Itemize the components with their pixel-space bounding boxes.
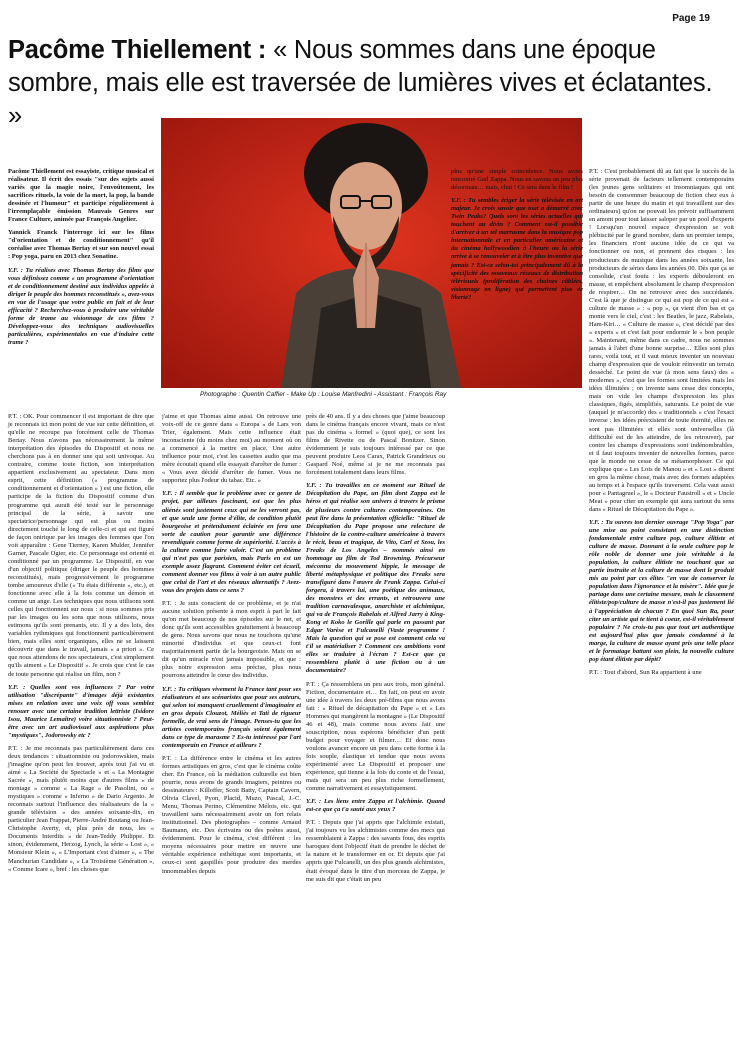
text-column-1 bbox=[8, 413, 154, 879]
question: Y.F. : Tu ouvres ton dernier ouvrage "Pop Yoga" par une mise au point consistant en une distinction fondamentale entre culture pop, culture élitiste et culture de masse. Donnant à la seule culture pop le rôle noble de donner une joie véritable à la population, la culture élitiste ne touchant que sa partie instruite et la culture de masse dont le produit mis au point par ces élites "en vue de conserver la population dans l'ignorance et la misère". Idée que je partage dans une certaine mesure, mais le classement élitiste/pop/culture de masse n'est-il pas justement lié à l'appréciation de chacun ? En quoi Sun Ra, pour citer un artiste qui te tient à coeur, est-il véritablement populaire ? Ne crois-tu pas que tout art authentique est aujourd'hui plus que jamais condamné à la marge, la culture de masse ayant pris une telle place et le formatage battant son plein, la nouvelle culture pop étant élitiste par dépit? bbox=[589, 519, 734, 663]
text-column-3 bbox=[306, 413, 445, 889]
answer: P.T. : Je suis conscient de ce problème, et je n'ai aucune solution présente à mon esprit à part le fait qu'on met beaucoup de nos épisodes sur le net, et donc qu'ils sont accessibles gratuitement à beaucoup de gens. Nous savons que nous ne touchons qu'une minorité d'individus et que ceux-ci font majoritairement partie de la bourgeoisie. Mais on se dit qu'un miracle n'est jamais impossible, et que : plus notre expression sera précise, plus nous pourrons atteindre le cœur des individus. bbox=[162, 600, 301, 680]
answer: P.T. : La différence entre le cinéma et les autres formes artistiques en gros, c'est que le cinéma coûte cher. En France, où la médiation culturelle est bien pourrie, nous avons de grands imagiers, peintres ou dessinateurs : Killoffer, Scott Batty, Captain Cavern, Olivia Clavel, Pyon, Placid, Muzo, Pascal, J.-C. Menu, Thomas Perino, Clémentine Mélois, etc. qui travaillent sans nécessairement avoir un fort relais institutionnel. Des photographes – comme Arnaud Baumann, etc. Des écrivains ou des poètes aussi, évidemment. Pour le cinéma, c'est différent : les moyens nécessaires pour mettre en œuvre une véritable expérience esthétique sont importants, et ceux-ci sont gaspillés pour produire des merdes innommables depuis bbox=[162, 754, 301, 875]
question: Y.F. : Il semble que le problème avec ce genre de projet, par ailleurs fascinant, est que les plus aliénés sont justement ceux qui ne les verront pas, et que seule une forme d'élite, de condition plutôt bourgeoise et prétendument éclairée en fera une sorte de caution pour garantir une différence revendiquée comme forme de supériorité. L'accès à la culture comme faire valoir. C'est un problème qui n'est pas que parisien, mais Paris en est un exemple assez flagrant. Comment éviter cet écueil, comment donner vos films à voir à un autre public que celui de l'art et des réseaux alternatifs ? Avez-vous des projets dans ce sens ? bbox=[162, 490, 301, 594]
answer: P.T. : Depuis que j'ai appris que l'alchimie existait, j'ai toujours vu les alchimistes comme des mecs qui ressemblaient à Zappa : des savants fous, des esprits baroques dont l'objectif était de prendre le déchet de la nature et le transformer en or. Et depuis que j'ai appris que Fulcanelli, un des plus grands alchimistes, était évoqué dans le titre d'un morceau de Zappa, je me suis dit que c'était un peu bbox=[306, 819, 445, 883]
answer: P.T. : C'est probablement dû au fait que le succès de la série provenait de facteurs tellement contemporains (les jeunes gens solitaires et insomniaques qui ont besoin de consommer beaucoup de fiction chez eux à partir de une heure du matin et qui travaillent sur des ordinateurs) qu'on ne pouvait les prévoir suffisamment en amont pour tout laisser saloper par un pool d'experts ! Lorsqu'un nouvel espace d'expression se voit plébiscité par le grand nombre, dans un premier temps, les financiers n'ont aucune idée de ce qui va fonctionner ou non, et prennent des risques : les producteurs de musique dans les années soixante, les producteurs de séries dans les années 00. Dès que ça se consolide, c'est foutu : les experts débouleront en masse, et empêchent absolument le champ d'expression de respirer… On ne retrouve avec des succédanés. C'est là que je distingue ce qui est pop de ce qui est « culture de masse » : « pop », ça vient d'en bas et ça monte vers le ciel, c'est : les Beatles, le jazz, Rabelais, Ham-Kiri… « Culture de masse », c'est décidé par des « experts » et c'est fait pour endormir le « bon peuple ». Maintenant, même dans ce cadre, nous ne sommes jamais à l'abri d'une bonne surprise… Elles sont plus rares, voilà tout, et il vaut mieux inventer un nouveau champ d'expression que de vouloir réinvestir un terrain dessèché. Le point de vue (à mon sens faux) des « modernes », c'est que les formes sont limitées mais les idées illimitées ; on invente sans cesse des concepts, mais on vide les champs d'expression les plus classiques, figés, simplifiés, saturants. Le point de vue (auquel je m'accorde) des « traditionnels » c'est l'exact inverse : les idées préexistent de toute éternité, elles ne sont pas illimitées et elles sont universelles (là difficulté est de les atteindre, de les retrouver), par contre les champs d'expressions sont indénombrables, et il faut toujours inventer de nouvelles formes, parce que le monde ne cesse de se métamorphoser. Ce qui explique que « Les Lois de Manou » et « Lost » disent en gros la même chose, mais avec des formes adaptées au temps et à l'espace qu'ils traversent. Cela vaut aussi pour « Pantagruel », le « Docteur Faustroll » et « Uncle Meat » pour citer un exemple qui aura surtout du sens dans « Rituel de Décapitation du Pape ». bbox=[589, 168, 734, 513]
question: Y.F. : Tu sembles ériger la série télévisée en art majeur. Je crois savoir que tout a démarré avec Twin Peaks? Quels sont les séries actuelles qui touchent au divin ? Comment est-il possible d'arriver à un tel marrasme dans la musique pop internationnale et en particulier américaine et du cinéma hollywoodien à l'heure ou la série arrive à se renouveler et à être plus inventive que jamais ? Est-ce selon-toi principalement dû à la spécificité des nouveaux réseaux de distribution télévisuels (prolifération des chaines câblées, visionnage en ligne) qui permettent plus de liberté? bbox=[451, 197, 583, 301]
answer: j'aime et que Thomas aime aussi. On retrouve une voix-off de ce genre dans « Europa » de Lars von Trier, également. Mais cette influence était inconsciente (du moins chez moi) au moment où on a commencé à la mettre en place. Une autre influence pour moi, c'est les cassettes audio que ma mère écoutait quand elle essayait d'arrêter de fumer : « Vous avez décidé d'arrêter de fumer. Vous ne supportez plus l'odeur du tabac. Etc. » bbox=[162, 413, 301, 485]
intro-paragraph: Pacôme Thiellement est essayiste, critique musical et réalisateur. Il écrit des essais "sur des sujets aussi variés que la magie noire, l'envoûtement, les sacrifices rituels, la voie de la mort, la pop, la bande dessinée et l'humour" et participe régulièrement à l'irremplaçable émission Mauvais Genres sur France Culture, animée par François Angelier. bbox=[8, 168, 154, 224]
text-column-4 bbox=[451, 168, 583, 307]
answer: près de 40 ans. Il y a des choses que j'aime beaucoup dans le cinéma français encore vivant, mais ce n'est pas du cinéma « formel » (quoi que), ce sont les films de Rivette ou de Pascal Bonitzer. Sinon évidemment je suis toujours intéressé par ce que peuvent produire Leos Carax, Patrick Grandrieux ou Gaspard Noé, même si je ne me reconnais pas forcément totalement dans leurs films. bbox=[306, 413, 445, 477]
question: Y.F. : Tu réalises avec Thomas Bertay des films que vous définissez comme « un programme d'orientation et de conditionnement destiné aux individus appelés à diriger le peuple des hommes reconstitués », avez-vous en vue de l'usage que votre public en fait et de leur efficacité ? Recherchez-vous à produire une véritable forme de trame au visionnage de ces films ? Développez-vous des techniques audiovisuelles particulières, expérimentales en vue d'induire cette trame ? bbox=[8, 266, 154, 346]
answer: P.T. : OK. Pour commencer il est important de dire que je reconnais ici mon point de vue sur cette définition, et qu'elle ne recoupe pas forcément celle de Thomas Bertay. Nous n'avons pas nécessairement la même interprétation des épisodes du Dispositif et nous ne cherchons pas à en donner une qui soit univoque. Au contraire, comme toute fiction, son interprétation appartient exclusivement au spectateur. Dans mon esprit, cette définition (« programme de conditionnement et d'orientation » ) est une fiction, elle participe de la fiction du Dispositif comme d'un programme qui aurait été testé sur le personnage principal de la série, à savoir une spectatrice/personnage qui est plus ou moins directement touché le long de celle-ci et qui est figuré de façon onirique par les images des femmes que l'on voit apparaître : Gene Tierney, Karen Mulder, Jennifer Garner, Pascale Ogier, etc. Ce personnage est orienté et conditionné par un programme. Le Dispositif, en vue d'un objectif politique (diriger le peuple des hommes reconstitués), mais progressivement le programme tombe amoureux d'elle (« Tu étais différente », etc.), et fonctionne avec elle à la fois comme un démon et comme un ange. Les techniques que nous utilisons sont celles qui fonctionnent sur nous : si nous sommes pris par les images ou les sons que nous utilisons, nous estimons qu'ils sont prenants, etc. Il y a des lois, des variables rythmiques qui fonctionnent particulièrement bien, mais elles sont organiques, elles ne se laissent découvrir que dans le travail, jamais « a priori ». Ce que nous attendons de nos spectateurs, c'est simplement qu'ils aiment « Le Dispositif ». Je crois que c'est le cas de toute personne qui réalise un film, non ? bbox=[8, 413, 154, 678]
headline-name: Pacôme Thiellement : bbox=[8, 36, 267, 64]
answer: plus qu'une simple coïncidence. Nous avons rencontré Gail Zappa. Nous en savons un peu plus désormais… mais, chut ! Ce sera dans le film ! bbox=[451, 168, 583, 192]
answer: P.T. : Ça ressemblera un peu aux trois, mon général. Fiction, documentaire et… En fait, on peut en avoir une idée à travers les deux pré-films que nous avons fait : « Rituel de décapitation du Pape » et « Les Hommes qui mangèrent la montagne » (Le Dispositif 46 et 48), mais comme nous avons fait une souscription, nous espérons bénéficier d'un petit budget pour voyager et filmer… Et donc nous voulons avancer encore un peu dans cette forme à la fois souple, élastique et tendue que nous avons expérimenté avec Le Dispositif et proposer une expérience, qui tienne à la fois du conte et de l'essai, mais qui sera un peu plus riche formellement, comme narrativement et essayistiquement. bbox=[306, 680, 445, 793]
answer: P.T. : Je me reconnais pas particulièrement dans ces deux tendances : situationniste ou jodorowskien, mais j'imagine qu'on peut les trouver, après tout j'ai vu et aimé « La Société du Spectacle » et « La Montagne Sacrée », mais plutôt moins que d'autres films « de montage » comme « La Rage » de Pasolini, ou « mystiques » comme « Inferno » de Dario Argento. Je reconnais surtout l'influence des réalisateurs de la « grande télévision » des années soixante-dix, en particulier Jean Frappat, Pierre-André Boutang ou Jean-Christophe Averty, et, plus près de nous, les « Documents Interdits » de Jean-Teddy Philippe. Et sinon, évidemment, Herzog, Lynch, la série « Lost », « Monsieur Klein », « L'Important c'est d'aimer », « The Manchurian Candidate », « La Troisième Génération », « Comme Icare », bref : les choses que bbox=[8, 744, 154, 873]
question: Y.F. : Tu critiques vivement la France tant pour ses réalisateurs et ses scénaristes que pour ses auteurs, qui selon toi manquent cruellement d'imaginaire et en gros depuis Clouzot, Méliès et Tati de rigueur formelle, de vrai sens de l'image. Penses-tu que les artistes contemporains français soient également dans ce type de marasme ? Es-tu intéressé par l'art contemporain en France et ailleurs ? bbox=[162, 685, 301, 749]
answer: P.T. : Tout d'abord, Sun Ra appartient à une bbox=[589, 668, 702, 676]
page-number: Page 19 bbox=[672, 13, 710, 24]
lead-column bbox=[8, 168, 154, 352]
text-column-2 bbox=[162, 413, 301, 881]
intro-paragraph: Yannick Franck l'interroge ici sur les films "d'orientation et de conditionnement" qu'il coréalise avec Thomas Bertay et sur son nouvel essai : Pop yoga, paru en 2013 chez Sonatine. bbox=[8, 229, 154, 261]
headline-quote: « Nous sommes dans une époque sombre, mais elle est traversée de lumières vives et éclatantes. » bbox=[8, 36, 713, 130]
photo-caption: Photographe : Quentin Caffier - Make Up : Louise Manfredini - Assistant : François Ray bbox=[200, 391, 447, 398]
question: Y.F. : Quelles sont vos influences ? Par votre utilisation "discrépante" d'images déjà existantes mises en relation avec une voix off vous semblez renouer avec une certaine tradition lettriste (Isidore Isou, Maurice Lemaître) voire situationniste ? Peut-être avec un art audiovisuel aux aspirations plus "mystiques", Jodorowsky etc ? bbox=[8, 683, 154, 739]
text-column-5 bbox=[589, 168, 734, 682]
question: Y.F. : Tu travailles en ce moment sur Rituel de Décapitation du Pape, un film dont Zappa est le héros et qui réalise son univers à travers le prisme de plusieurs contre cultures contemporaines. On peut lire dans la présentation officielle: "Rituel de Décapitation du Pape propose une relecture de l'histoire de la contre-culture américaine à travers le récit, beau et tragique, de Vito, Carl et Szou, les Freaks de Los Angeles – nommés ainsi en hommage au film de Tod Browning. Précurseur méconnu du mouvement hippie, le message de liberté métaphysique et politique des Freaks sera transfiguré dans l'œuvre de Frank Zappa. Celui-ci forgera, à travers lui, une poétique des animaux, des monstres et des errants, et retrouvera une tradition carnavalesque, anarchiste et alchimique, qui va de François Rabelais et Alfred Jarry à King-Kong et Koko le Gorille qui parle en passant par Edgar Varèse et Fulcanelli (Vaste programme ! Mais la question qui se pose est comment cela va t'il se matérialiser ? Comment ces ambitions vont elles se traduire à l'écran ? Est-ce que ça ressemblera plutôt à une fiction ou à un documentaire? bbox=[306, 482, 445, 675]
question: Y.F. : Les liens entre Zappa et l'alchimie. Quand est-ce que ça t'a sauté aux yeux ? bbox=[306, 798, 445, 814]
